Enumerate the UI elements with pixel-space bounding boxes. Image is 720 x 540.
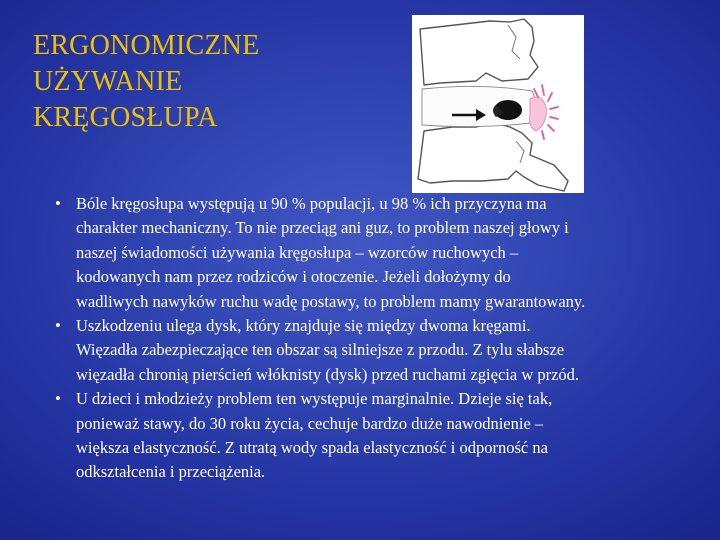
bullet-text-line: kodowanych nam przez rodziców i otoczenie. Jeżeli dołożymy do xyxy=(76,267,511,287)
bullet-symbol: • xyxy=(55,194,61,213)
bullet-text-line: charakter mechaniczny. To nie przeciąg ani guz, to problem naszej głowy i xyxy=(76,218,569,238)
bullet-text-line: U dzieci i młodzieży problem ten występuje marginalnie. Dzieje się tak, xyxy=(76,389,553,409)
bullet-text-line: więzadła chronią pierścień włóknisty (dysk) przed ruchami zgięcia w przód. xyxy=(76,364,580,384)
lower-vertebra-shape xyxy=(418,123,568,191)
bullet-symbol: • xyxy=(55,389,61,409)
bullet-list xyxy=(55,192,705,485)
upper-vertebra-detail xyxy=(508,25,520,59)
bullet-text-line: Więzadła zabezpieczające ten obszar są silniejsze z przodu. Z tylu słabsze xyxy=(76,340,565,360)
bullet-text-line: ponieważ stawy, do 30 roku życia, cechuje bardzo duże nawodnienie – xyxy=(76,413,544,433)
upper-vertebra-shape xyxy=(420,19,538,85)
bullet-text-line: Uszkodzeniu ulega dysk, który znajduje się między dwoma kręgami. xyxy=(76,316,531,336)
lower-vertebra-detail xyxy=(516,141,524,163)
bullet-item xyxy=(55,387,705,485)
spine-vertebrae-disc-illustration-icon xyxy=(412,15,584,193)
pain-area xyxy=(530,97,547,131)
bullet-symbol: • xyxy=(55,316,61,336)
bullet-text-line: naszej świadomości używania kręgosłupa – wzorców ruchowych – xyxy=(76,242,519,262)
bullet-item xyxy=(55,314,705,387)
bullet-text-line: odkształcenia i przeciążenia. xyxy=(76,462,266,482)
bullet-text-line: wadliwych nawyków ruchu wadę postawy, to problem mamy gwarantowany. xyxy=(76,291,586,311)
title-line: KRĘGOSŁUPA xyxy=(33,102,218,133)
title-line: UŻYWANIE xyxy=(33,66,183,97)
title-line: ERGONOMICZNE xyxy=(33,30,260,61)
bullet-text-line: większa elastyczność. Z utratą wody spada elastyczność i odporność na xyxy=(76,438,548,458)
bullet-text-line: Bóle kręgosłupa występują u 90 % populacji, u 98 % ich przyczyna ma xyxy=(76,194,547,213)
slide-title xyxy=(33,28,373,136)
bullet-item xyxy=(55,192,705,314)
